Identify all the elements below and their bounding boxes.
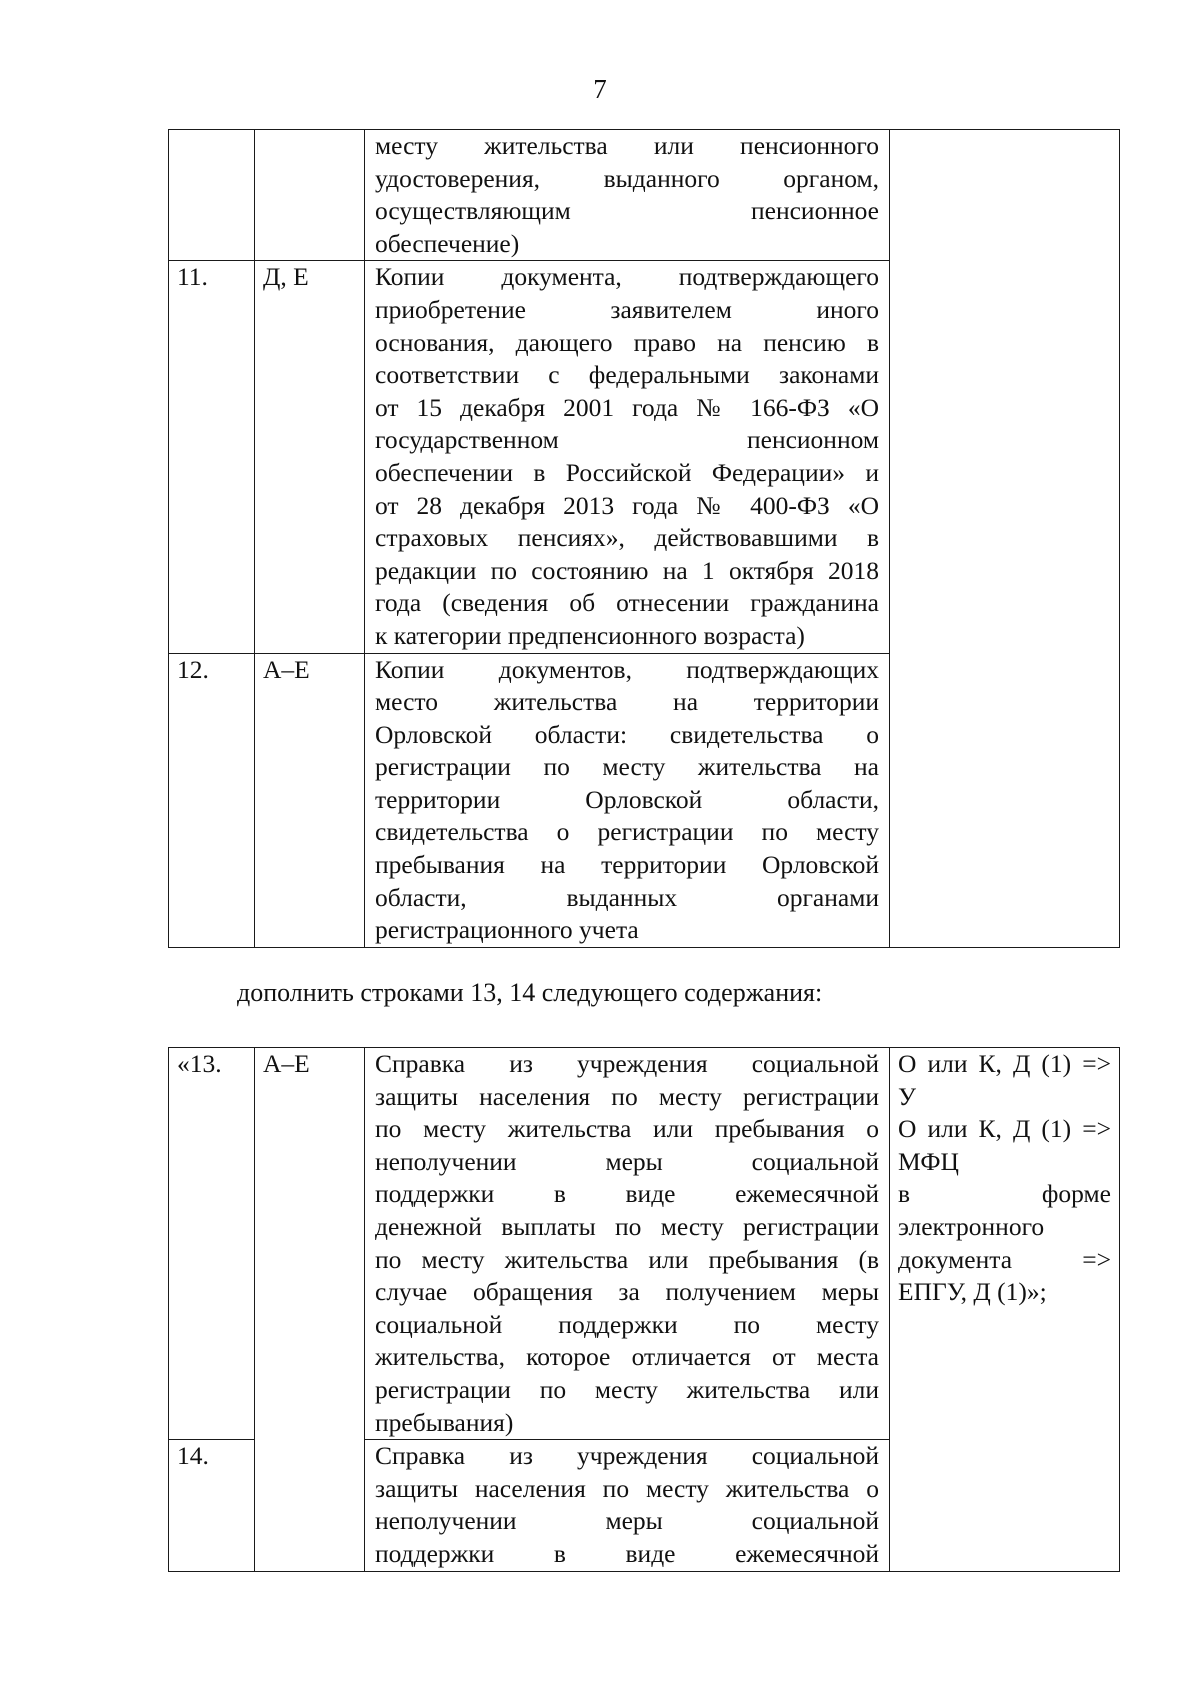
document-description-cell (365, 1048, 890, 1440)
table-row (169, 1440, 1120, 1571)
table-row (169, 130, 1120, 261)
text-line: случае обращения за получением меры (375, 1277, 879, 1307)
text-line: в форме (898, 1179, 1111, 1209)
document-description-cell (365, 653, 890, 947)
row-letters-cell (255, 130, 365, 261)
text-line: регистрации по месту жительства или (375, 1374, 879, 1404)
text-line: свидетельства о регистрации по месту (375, 817, 879, 847)
text-line: государственном пенсионном (375, 425, 879, 455)
text-line: года (сведения об отнесении гражданина (375, 588, 879, 618)
text-line: поддержки в виде ежемесячной (375, 1538, 879, 1568)
text-line: денежной выплаты по месту регистрации (375, 1211, 879, 1241)
row-letters-cell: Д, Е (255, 261, 365, 653)
text-line: неполучении меры социальной (375, 1506, 879, 1536)
text-line: МФЦ (898, 1146, 959, 1176)
text-line: неполучении меры социальной (375, 1146, 879, 1176)
text-line: редакции по состоянию на 1 октября 2018 (375, 555, 879, 585)
document-description-cell (365, 130, 890, 261)
text-line: пребывания на территории Орловской (375, 850, 879, 880)
text-line: приобретение заявителем иного (375, 294, 879, 324)
row-letters-cell: А–Е (255, 1048, 365, 1440)
text-line: осуществляющим пенсионное (375, 196, 879, 226)
text-line: к категории предпенсионного возраста) (375, 620, 805, 650)
text-line: поддержки в виде ежемесячной (375, 1179, 879, 1209)
text-line: регистрационного учета (375, 915, 639, 945)
text-line: пребывания) (375, 1407, 514, 1437)
text-line: удостоверения, выданного органом, (375, 163, 879, 193)
text-line: по месту жительства или пребывания (в (375, 1244, 879, 1274)
documents-table-additions (168, 1047, 1120, 1572)
row-letters-cell (255, 1440, 365, 1571)
page-number: 7 (593, 74, 607, 104)
row-number-cell: 14. (169, 1440, 255, 1571)
text-line: социальной поддержки по месту (375, 1309, 879, 1339)
text-line: Орловской области: свидетельства о (375, 719, 879, 749)
text-line: Справка из учреждения социальной (375, 1049, 879, 1078)
text-line: обеспечении в Российской Федерации» и (375, 457, 879, 487)
text-line: жительства, которое отличается от места (375, 1342, 879, 1372)
row-letters-cell: А–Е (255, 653, 365, 947)
text-line: области, выданных органами (375, 882, 879, 912)
text-line: от 15 декабря 2001 года № 166-ФЗ «О (375, 392, 879, 422)
row-number-cell (169, 130, 255, 261)
row-number-cell: 12. (169, 653, 255, 947)
text-line: У (898, 1081, 917, 1111)
text-line: Копии документов, подтверждающих (375, 654, 879, 684)
text-line: документа => (898, 1244, 1111, 1274)
text-line: защиты населения по месту регистрации (375, 1081, 879, 1111)
row-number-cell: 11. (169, 261, 255, 653)
document-description-cell (365, 261, 890, 653)
text-line: от 28 декабря 2013 года № 400-ФЗ «О (375, 490, 879, 520)
documents-table-continued (168, 129, 1120, 948)
document-description-cell (365, 1440, 890, 1571)
text-line: по месту жительства или пребывания о (375, 1114, 879, 1144)
text-line: основания, дающего право на пенсию в (375, 327, 879, 357)
text-line: страховых пенсиях», действовавшими в (375, 523, 879, 553)
table-row (169, 1048, 1120, 1440)
text-line: место жительства на территории (375, 687, 879, 717)
text-line: Копии документа, подтверждающего (375, 262, 879, 292)
row-number-cell: «13. (169, 1048, 255, 1440)
text-line: обеспечение) (375, 228, 520, 258)
provision-method-cell (890, 1440, 1120, 1571)
text-line: О или К, Д (1) => (898, 1049, 1111, 1078)
text-line: электронного (898, 1211, 1045, 1241)
text-line: ЕПГУ, Д (1)»; (898, 1277, 1047, 1307)
text-line: О или К, Д (1) => (898, 1114, 1111, 1144)
amendment-intro-text: дополнить строками 13, 14 следующего содержания: (237, 978, 823, 1007)
provision-method-cell (890, 1048, 1120, 1440)
text-line: регистрации по месту жительства на (375, 752, 879, 782)
text-line: защиты населения по месту жительства о (375, 1473, 879, 1503)
provision-method-cell (890, 130, 1120, 948)
text-line: месту жительства или пенсионного (375, 131, 879, 160)
text-line: территории Орловской области, (375, 784, 879, 814)
text-line: Справка из учреждения социальной (375, 1441, 879, 1471)
text-line: соответствии с федеральными законами (375, 360, 879, 390)
